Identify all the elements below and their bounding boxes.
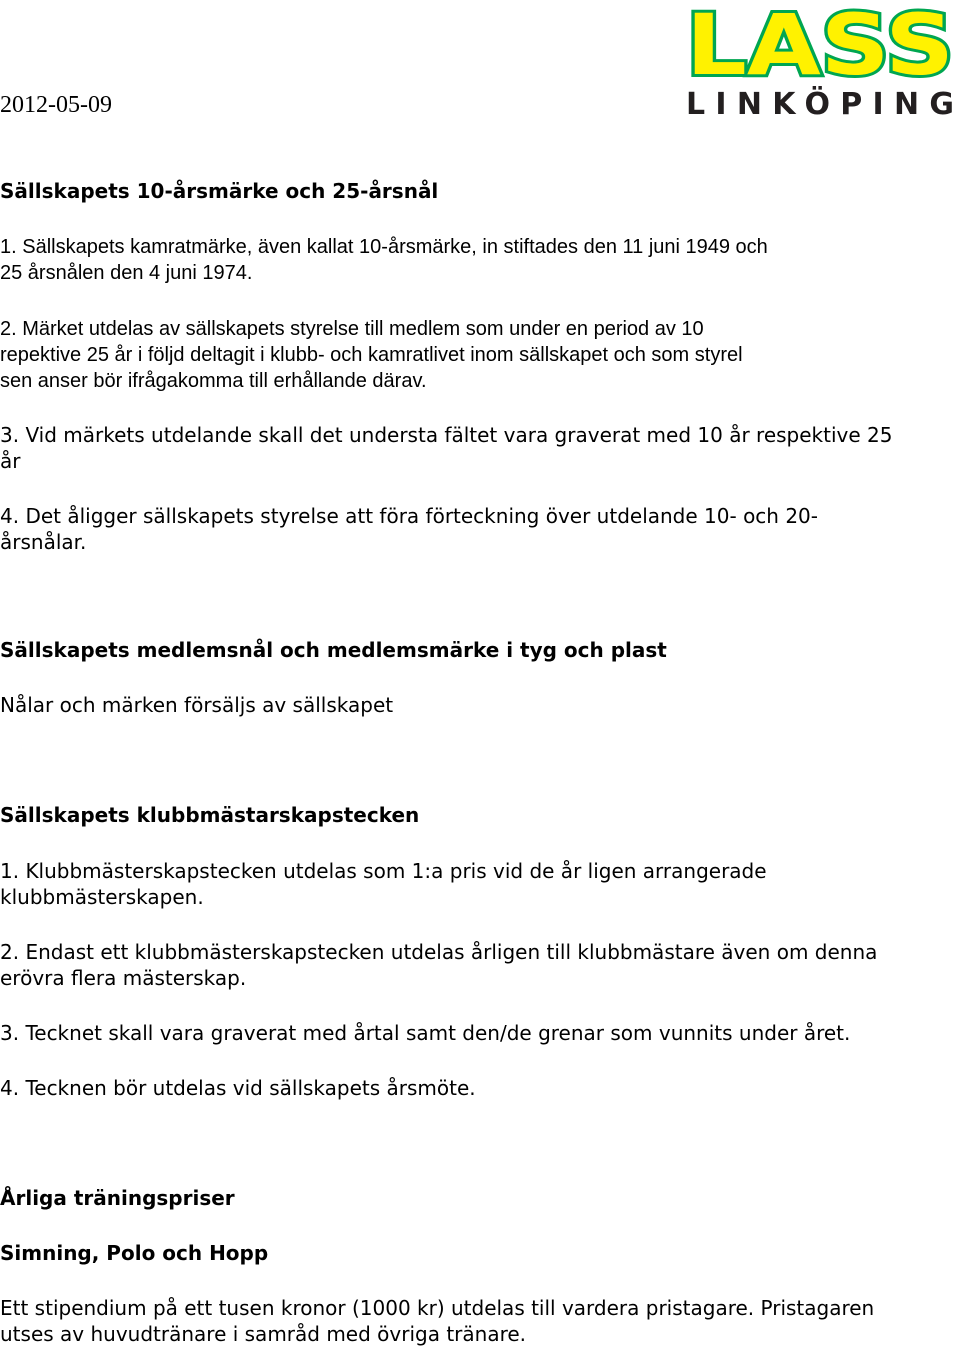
- document-date: 2012-05-09: [0, 92, 112, 118]
- paragraph-line: erövra flera mästerskap.: [0, 966, 247, 990]
- paragraph-line: 2. Endast ett klubbmästerskapstecken utdelas årligen till klubbmästare även om denna: [0, 940, 878, 964]
- paragraph-line: klubbmästerskapen.: [0, 885, 204, 909]
- paragraph-line: sen anser bör ifrågakomma till erhållande därav.: [0, 370, 427, 392]
- logo-main-text: LASS: [686, 0, 954, 94]
- paragraph-line: 3. Tecknet skall vara graverat med årtal samt den/de grenar som vunnits under året.: [0, 1021, 851, 1045]
- logo-sub-text: LINKÖPING: [686, 87, 954, 118]
- paragraph-line: 25 årsnålen den 4 juni 1974.: [0, 262, 253, 284]
- section-heading-training-prizes: Årliga träningspriser: [0, 1186, 235, 1210]
- paragraph-line: Ett stipendium på ett tusen kronor (1000 kr) utdelas till vardera pristagare. Pristagaren: [0, 1296, 875, 1320]
- paragraph-line: årsnålar.: [0, 530, 87, 554]
- paragraph-line: 4. Det åligger sällskapets styrelse att föra förteckning över utdelande 10- och 20-: [0, 504, 818, 528]
- paragraph-line: 4. Tecknen bör utdelas vid sällskapets årsmöte.: [0, 1076, 476, 1100]
- lass-linkoping-logo: [682, 0, 958, 118]
- paragraph-line: 3. Vid märkets utdelande skall det understa fältet vara graverat med 10 år respektive 25: [0, 423, 893, 447]
- section-heading-member-pin: Sällskapets medlemsnål och medlemsmärke i tyg och plast: [0, 638, 667, 662]
- section-subheading-swimming: Simning, Polo och Hopp: [0, 1241, 269, 1265]
- paragraph-line: 1. Klubbmästerskapstecken utdelas som 1:a pris vid de år ligen arrangerade: [0, 859, 767, 883]
- section-heading-anniversary: Sällskapets 10-årsmärke och 25-årsnål: [0, 179, 439, 203]
- section-heading-club-championship: Sällskapets klubbmästarskapstecken: [0, 803, 420, 827]
- paragraph-line: 2. Märket utdelas av sällskapets styrelse till medlem som under en period av 10: [0, 318, 704, 340]
- paragraph-line: Nålar och märken försäljs av sällskapet: [0, 693, 394, 717]
- paragraph-line: utses av huvudtränare i samråd med övriga tränare.: [0, 1322, 527, 1346]
- paragraph-line: repektive 25 år i följd deltagit i klubb- och kamratlivet inom sällskapet och som styrel: [0, 344, 743, 366]
- paragraph-line: 1. Sällskapets kamratmärke, även kallat 10-årsmärke, in stiftades den 11 juni 1949 och: [0, 236, 768, 258]
- paragraph-line: år: [0, 449, 21, 473]
